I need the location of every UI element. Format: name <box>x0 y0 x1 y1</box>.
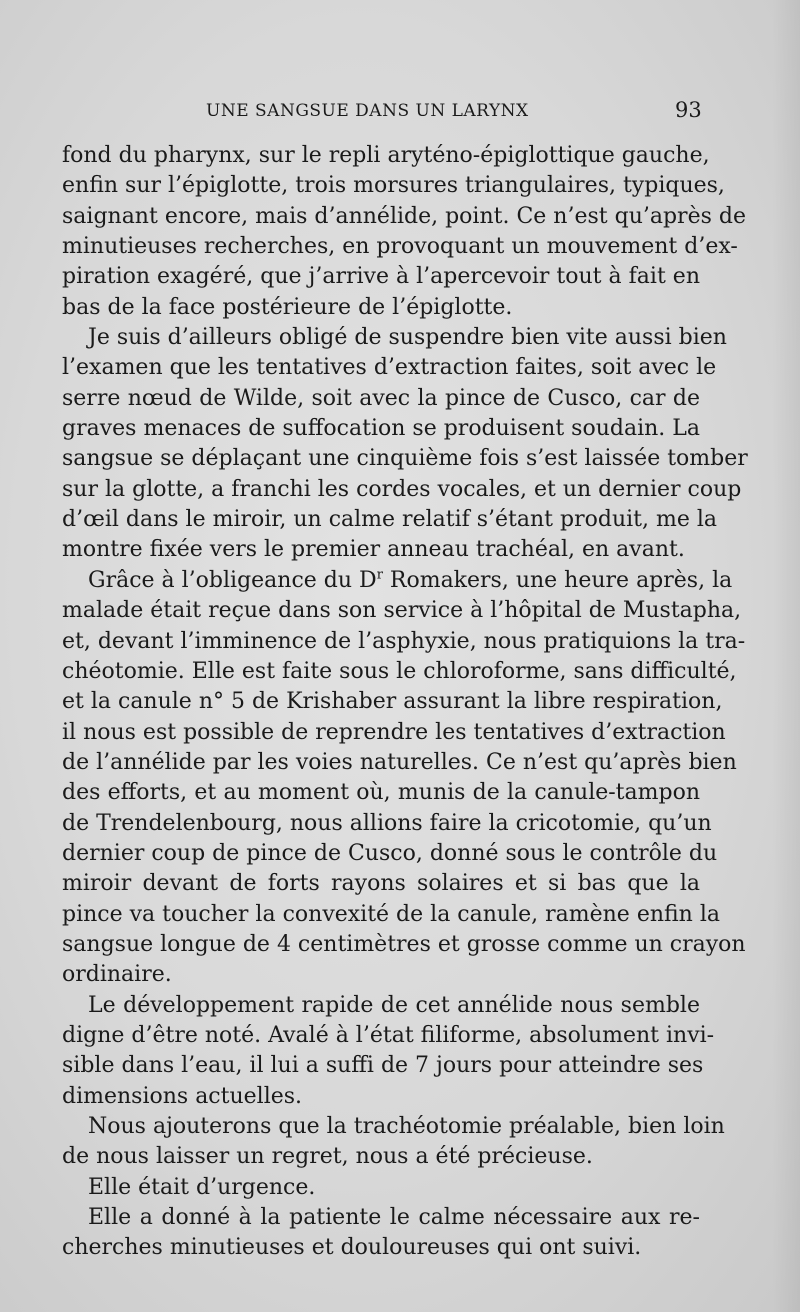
text-line: et la canule n° 5 de Krishaber assurant la libre respiration, <box>62 689 723 715</box>
text-line: enfin sur l’épiglotte, trois morsures triangulaires, typiques, <box>62 173 725 199</box>
text-line: dernier coup de pince de Cusco, donné sous le contrôle du <box>62 840 718 866</box>
text-line: fond du pharynx, sur le repli aryténo-épiglottique gauche, <box>62 143 710 168</box>
text-line: il nous est possible de reprendre les tentatives d’extraction <box>62 719 726 745</box>
text-fragment: Romakers, une heure après, la <box>382 567 733 593</box>
text-line: bas de la face postérieure de l’épiglotte. <box>62 294 513 320</box>
text-line: Le développement rapide de cet annélide nous semble <box>88 992 700 1018</box>
text-line: serre nœud de Wilde, soit avec la pince de Cusco, car de <box>62 385 700 411</box>
text-line: sur la glotte, a franchi les cordes vocales, et un dernier coup <box>62 476 742 502</box>
text-line: des efforts, et au moment où, munis de la canule-tampon <box>62 780 700 806</box>
text-line: miroir devant de forts rayons solaires et si bas que la <box>62 871 700 897</box>
text-line: sangsue se déplaçant une cinquième fois s’est laissée tomber <box>62 446 748 472</box>
text-line <box>62 566 733 596</box>
text-line: graves menaces de suffocation se produisent soudain. La <box>62 416 700 442</box>
text-line: chéotomie. Elle est faite sous le chloroforme, sans difficulté, <box>62 658 737 684</box>
text-line: dimensions actuelles. <box>62 1083 303 1109</box>
body-text <box>62 141 748 1264</box>
text-line: saignant encore, mais d’annélide, point. Ce n’est qu’après de <box>62 203 746 229</box>
text-line: ordinaire. <box>62 962 172 988</box>
text-fragment: Grâce à l’obligeance du D <box>88 567 377 593</box>
page-edge-shadow <box>772 0 800 1312</box>
text-line: Elle a donné à la patiente le calme nécessaire aux re- <box>88 1205 700 1231</box>
text-line: d’œil dans le miroir, un calme relatif s’étant produit, me la <box>62 507 718 533</box>
text-line: digne d’être noté. Avalé à l’état filiforme, absolument invi- <box>62 1022 715 1048</box>
text-line: sangsue longue de 4 centimètres et grosse comme un crayon <box>62 931 746 957</box>
text-line: Je suis d’ailleurs obligé de suspendre bien vite aussi bien <box>88 325 727 351</box>
text-line: minutieuses recherches, en provoquant un mouvement d’ex- <box>62 234 738 260</box>
text-line: de Trendelenbourg, nous allions faire la cricotomie, qu’un <box>62 810 712 836</box>
text-line: de nous laisser un regret, nous a été précieuse. <box>62 1144 593 1170</box>
text-line: sible dans l’eau, il lui a suffi de 7 jours pour atteindre ses <box>62 1053 704 1079</box>
text-line: pince va toucher la convexité de la canule, ramène enfin la <box>62 901 720 927</box>
text-line: piration exagéré, que j’arrive à l’apercevoir tout à fait en <box>62 264 700 290</box>
page-number: 93 <box>675 98 702 122</box>
text-line: de l’annélide par les voies naturelles. Ce n’est qu’après bien <box>62 749 737 775</box>
text-line: l’examen que les tentatives d’extraction faites, soit avec le <box>62 355 717 381</box>
text-line: et, devant l’imminence de l’asphyxie, nous pratiquions la tra- <box>62 628 746 654</box>
text-line: montre fixée vers le premier anneau trachéal, en avant. <box>62 537 685 563</box>
text-line: Nous ajouterons que la trachéotomie préalable, bien loin <box>88 1114 725 1139</box>
doctor-abbrev-superscript: r <box>376 567 383 583</box>
text-line: cherches minutieuses et douloureuses qui ont suivi. <box>62 1235 642 1261</box>
text-line: malade était reçue dans son service à l’hôpital de Mustapha, <box>62 598 742 624</box>
running-head: UNE SANGSUE DANS UN LARYNX <box>206 101 529 121</box>
text-line: Elle était d’urgence. <box>88 1174 316 1200</box>
